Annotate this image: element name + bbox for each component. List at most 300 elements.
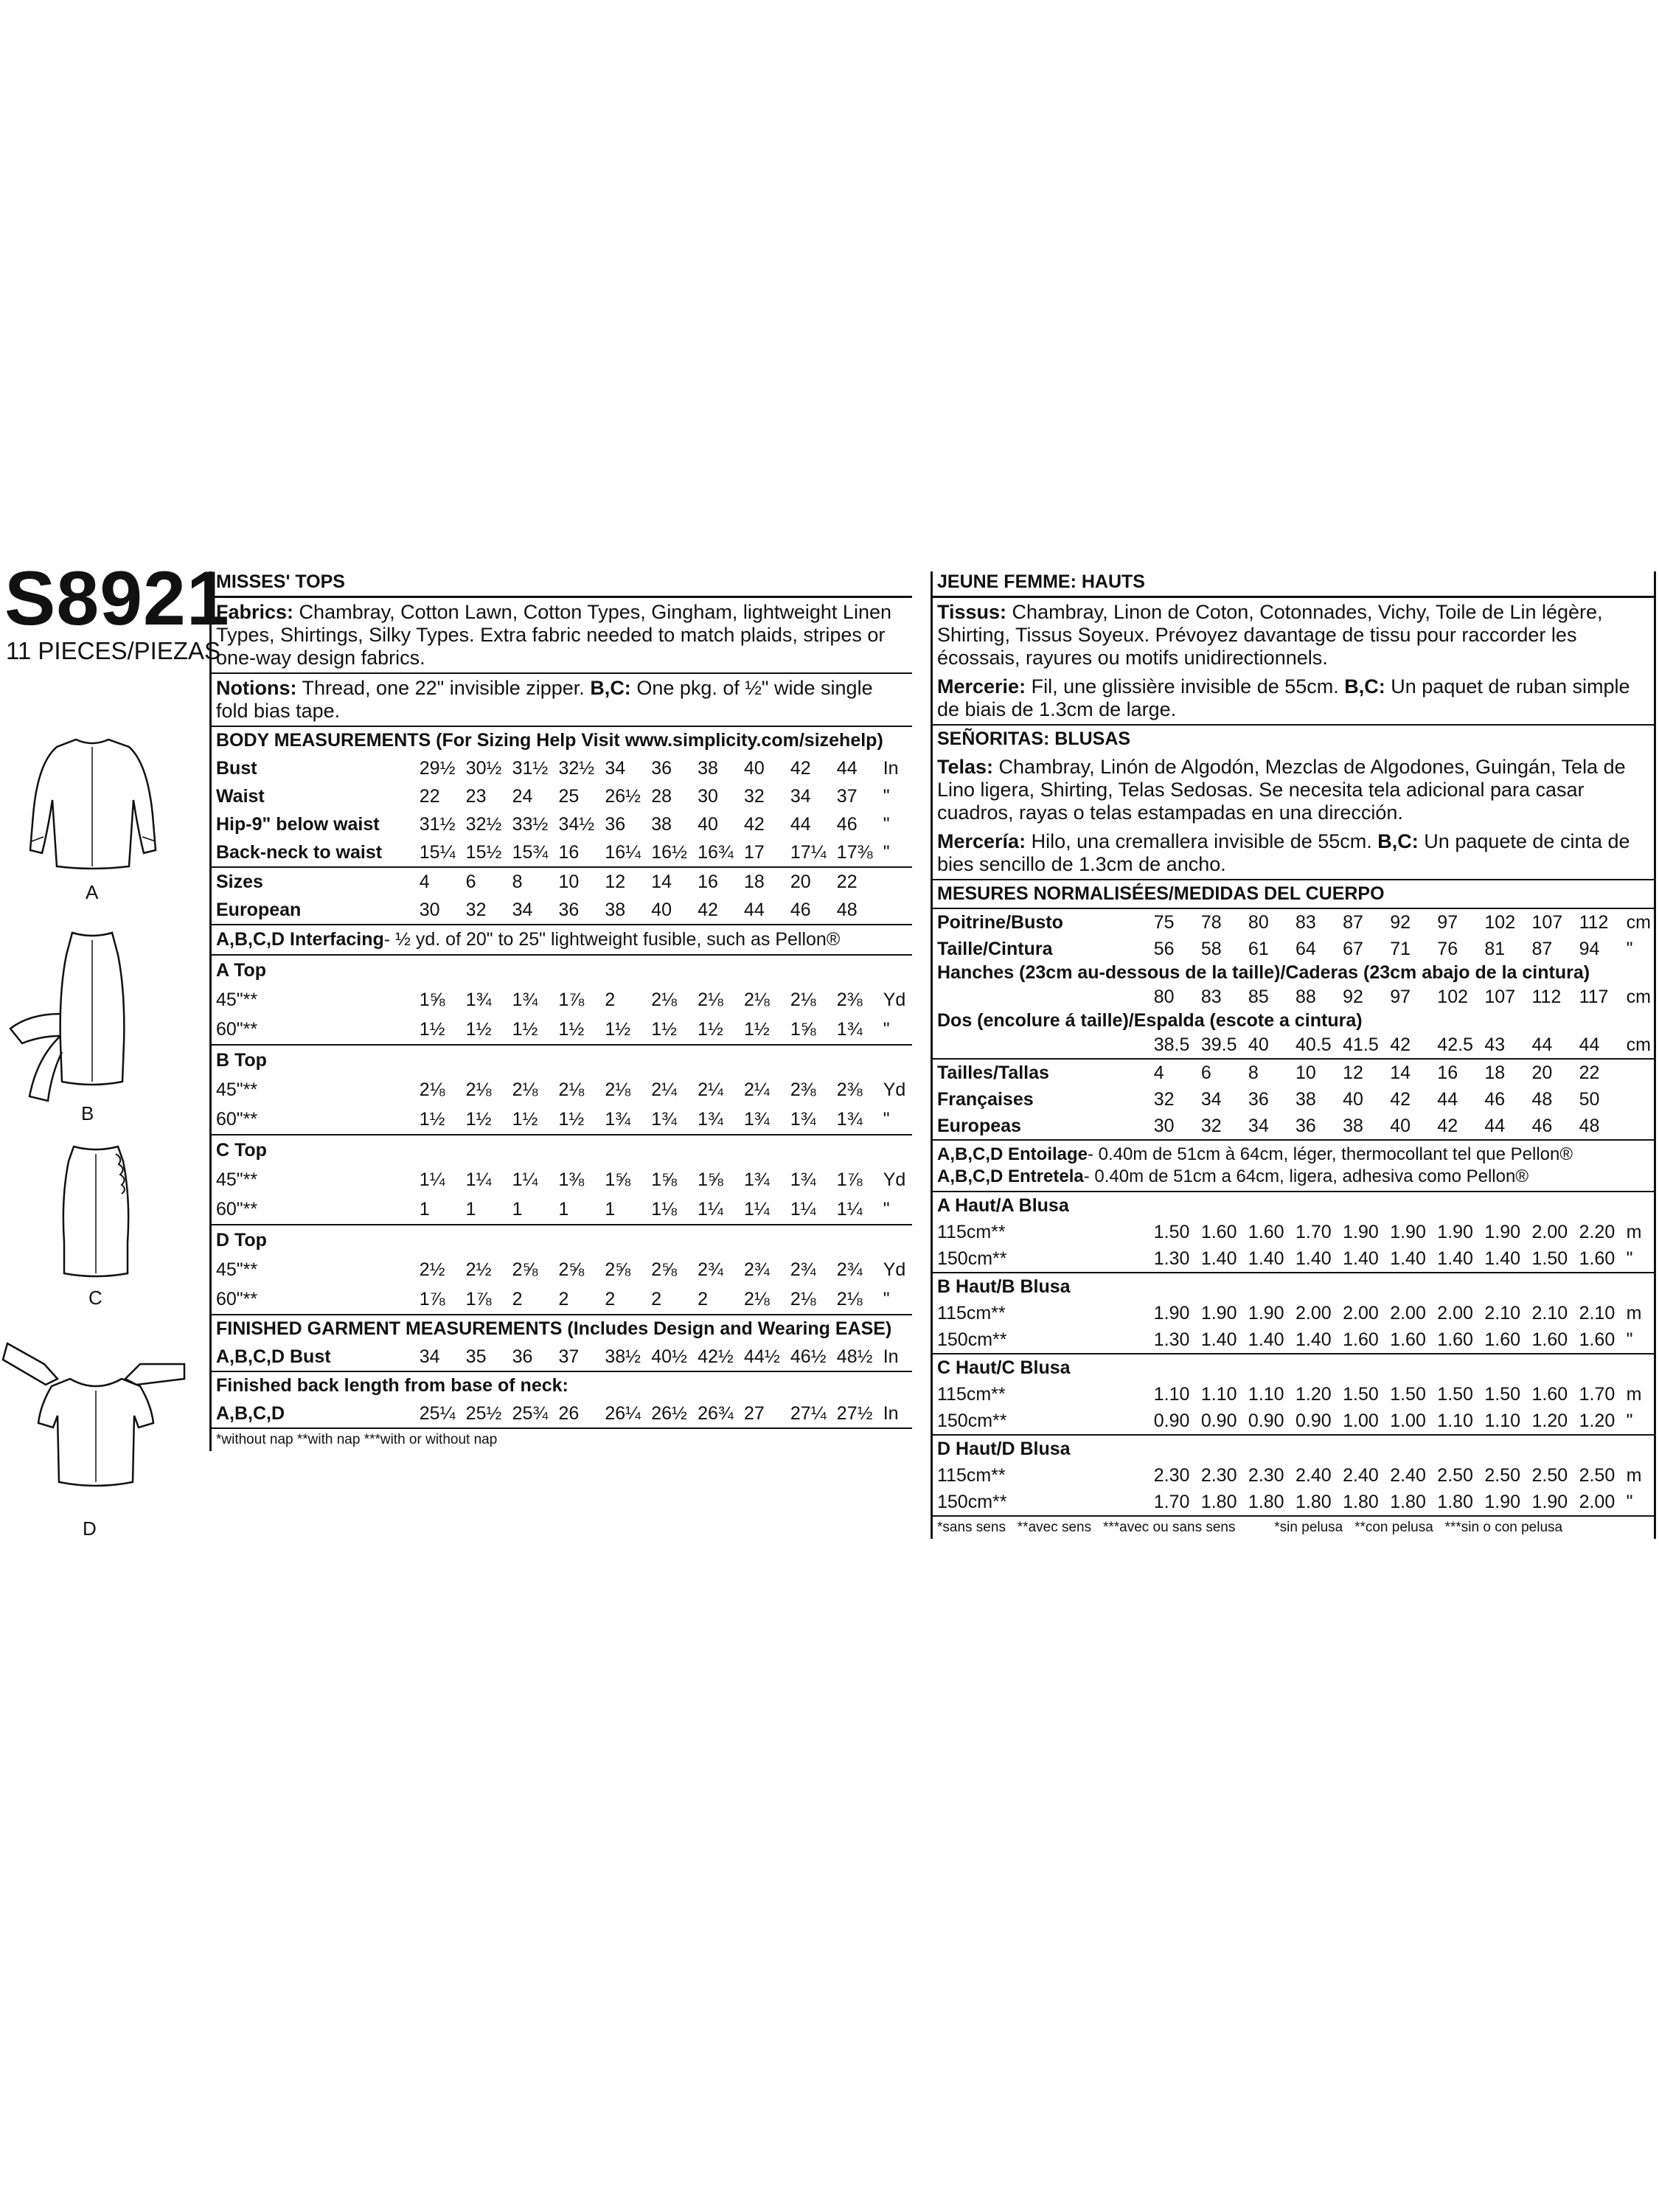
- footnote-fr: *sans sens **avec sens ***avec ou sans sens *sin pelusa **con pelusa ***sin o con pelusa: [937, 1520, 1563, 1535]
- value-cell: 1.60: [1483, 1326, 1530, 1354]
- value-cell: 48: [1531, 1088, 1553, 1110]
- value-cell: 1: [557, 1194, 603, 1225]
- value-cell: 1.60: [1578, 1245, 1625, 1273]
- unit-cell: [1625, 1086, 1654, 1113]
- body-measurements-table-fr: [933, 909, 1654, 962]
- value-cell: 1⅛: [650, 1194, 696, 1225]
- value-cell: 2.20: [1579, 1221, 1615, 1242]
- yardage-section-fr: [933, 1192, 1654, 1517]
- value-cell: 1⅞: [836, 1169, 863, 1190]
- value-cell: 16: [557, 838, 603, 867]
- value-cell: 12: [605, 871, 626, 892]
- table-row: [933, 984, 1654, 1010]
- value-cell: 1¾: [789, 1105, 835, 1135]
- value-cell: 88: [1295, 986, 1316, 1007]
- row-label: 60"**: [212, 1105, 418, 1135]
- value-cell: 1.80: [1294, 1489, 1341, 1516]
- value-cell: 32: [744, 785, 765, 807]
- dos-label: Dos (encolure á taille)/Espalda (escote a cintura): [937, 1010, 1363, 1031]
- unit-cell: cm: [1625, 1032, 1654, 1059]
- row-label: Bust: [216, 757, 257, 779]
- table-row: [933, 1326, 1654, 1354]
- merceria-bc: B,C:: [1377, 830, 1419, 852]
- row-label: 60"**: [212, 1194, 418, 1225]
- value-cell: 50: [1579, 1088, 1600, 1110]
- value-cell: 1⅝: [419, 989, 445, 1010]
- value-cell: 87: [1343, 911, 1363, 933]
- unit-cell: Yd: [883, 1169, 906, 1190]
- value-cell: 27¼: [789, 1399, 835, 1428]
- yardage-table-fr: [933, 1436, 1654, 1517]
- value-cell: 38: [698, 757, 718, 779]
- row-label: Hip-9" below waist: [216, 813, 380, 835]
- value-cell: 1¾: [835, 1015, 882, 1045]
- value-cell: 1.40: [1341, 1245, 1388, 1273]
- value-cell: 44: [1530, 1032, 1577, 1059]
- blouse-a-icon: [18, 726, 166, 888]
- table-row: [212, 1165, 912, 1194]
- value-cell: 80: [1153, 986, 1175, 1007]
- value-cell: 81: [1484, 938, 1506, 959]
- body-measurements-table: [212, 754, 912, 868]
- value-cell: 92: [1390, 911, 1411, 933]
- unit-cell: m: [1626, 1302, 1642, 1324]
- value-cell: 1.90: [1483, 1489, 1530, 1516]
- value-cell: 39.5: [1200, 1032, 1247, 1059]
- value-cell: 24: [512, 785, 533, 807]
- value-cell: 71: [1390, 938, 1411, 959]
- unit-cell: Yd: [883, 1079, 906, 1100]
- value-cell: 36: [605, 813, 626, 835]
- value-cell: 15½: [465, 838, 511, 867]
- table-row: [933, 1113, 1654, 1140]
- yardage-title-row: [212, 956, 912, 985]
- value-cell: 1.90: [1390, 1221, 1426, 1242]
- value-cell: 2¼: [651, 1079, 677, 1100]
- value-cell: 2⅜: [836, 989, 863, 1010]
- value-cell: 1.90: [1343, 1221, 1379, 1242]
- value-cell: 36: [651, 757, 672, 779]
- value-cell: 46: [836, 813, 858, 835]
- value-cell: 1.70: [1295, 1221, 1332, 1242]
- value-cell: 34½: [558, 813, 595, 835]
- french-spanish-column: [931, 571, 1656, 1539]
- row-label: A,B,C,D: [212, 1399, 418, 1428]
- value-cell: 1.30: [1152, 1245, 1200, 1273]
- section-title-es: SEÑORITAS: BLUSAS: [937, 728, 1131, 749]
- value-cell: 2.40: [1343, 1464, 1379, 1486]
- value-cell: 1.60: [1578, 1326, 1625, 1354]
- value-cell: 2⅝: [605, 1259, 631, 1280]
- value-cell: 87: [1531, 938, 1553, 959]
- value-cell: 97: [1437, 911, 1458, 933]
- telas-text: Chambray, Linón de Algodón, Mezclas de Algodones, Guingán, Tela de Lino ligera, Shirting, Telas Sedosas. Se necesita tela adicional para casar cuadros, rayas o telas estampadas en una dirección.: [937, 756, 1626, 824]
- value-cell: 1½: [511, 1105, 557, 1135]
- table-row: [212, 1343, 912, 1371]
- value-cell: 30½: [465, 757, 502, 779]
- yardage-title: D Top: [216, 1229, 267, 1251]
- merceria-text-2: Un paquete de cinta de bies sencillo de 1.3cm de ancho.: [937, 830, 1630, 875]
- table-row: [933, 1300, 1654, 1326]
- value-cell: 1.40: [1200, 1245, 1247, 1273]
- value-cell: 1⅝: [698, 1169, 723, 1190]
- fabrics-paragraph: [212, 598, 912, 674]
- value-cell: 1.10: [1200, 1383, 1237, 1405]
- entoilage-lines: [933, 1141, 1654, 1192]
- value-cell: 1.30: [1152, 1326, 1200, 1354]
- view-c-label: C: [88, 1287, 102, 1309]
- unit-cell: ": [1626, 938, 1633, 959]
- top-d-tie-icon: [0, 1335, 192, 1512]
- value-cell: 4: [419, 871, 430, 892]
- value-cell: 1½: [557, 1015, 603, 1045]
- unit-cell: Yd: [883, 1259, 906, 1280]
- value-cell: 1¾: [744, 1169, 770, 1190]
- value-cell: 2.40: [1390, 1464, 1426, 1486]
- value-cell: 44½: [742, 1343, 789, 1371]
- back-length-table: [212, 1399, 912, 1429]
- value-cell: 2¼: [698, 1079, 723, 1100]
- merceria-paragraph: [933, 827, 1654, 880]
- unit-cell: ": [1625, 1245, 1654, 1273]
- value-cell: 2.00: [1295, 1302, 1332, 1324]
- row-label: 115cm**: [937, 1221, 1006, 1242]
- value-cell: 2: [650, 1284, 696, 1315]
- value-cell: 1¾: [512, 989, 538, 1010]
- value-cell: 38: [1295, 1088, 1316, 1110]
- value-cell: 4: [1153, 1062, 1164, 1083]
- row-label: Poitrine/Busto: [937, 911, 1063, 933]
- unit-cell: ": [882, 1194, 912, 1225]
- row-label: 45"**: [216, 989, 258, 1010]
- value-cell: 30: [698, 785, 718, 807]
- value-cell: 12: [1343, 1062, 1363, 1083]
- value-cell: 1.60: [1388, 1326, 1436, 1354]
- entoilage-text: - 0.40m de 51cm à 64cm, léger, thermocollant tel que Pellon®: [1088, 1144, 1573, 1164]
- value-cell: 37: [557, 1343, 603, 1371]
- value-cell: 48: [1578, 1113, 1625, 1140]
- row-label: 150cm**: [933, 1408, 1152, 1435]
- interfacing-label: A,B,C,D Interfacing: [216, 929, 384, 950]
- value-cell: 2.00: [1343, 1302, 1379, 1324]
- value-cell: 42: [1436, 1113, 1483, 1140]
- yardage-title-row: [933, 1273, 1654, 1300]
- value-cell: 1.40: [1294, 1326, 1341, 1354]
- value-cell: 2⅛: [742, 1284, 789, 1315]
- value-cell: 1.40: [1294, 1245, 1341, 1273]
- row-label: 150cm**: [933, 1245, 1152, 1273]
- body-measurements-header: BODY MEASUREMENTS (For Sizing Help Visit www.simplicity.com/sizehelp): [216, 730, 883, 751]
- value-cell: 2⅝: [651, 1259, 677, 1280]
- row-label: 115cm**: [937, 1464, 1006, 1486]
- table-row: [933, 1408, 1654, 1435]
- value-cell: 1.20: [1578, 1408, 1625, 1435]
- value-cell: 1.70: [1152, 1489, 1200, 1516]
- value-cell: 1.40: [1388, 1245, 1436, 1273]
- value-cell: 107: [1531, 911, 1563, 933]
- yardage-title-row: [212, 1135, 912, 1165]
- fabrics-label: Fabrics:: [216, 601, 294, 623]
- value-cell: 8: [512, 871, 523, 892]
- yardage-section: [212, 956, 912, 1315]
- table-row: [212, 1075, 912, 1105]
- unit-cell: ": [882, 838, 912, 867]
- table-row: [212, 985, 912, 1015]
- table-row: [212, 782, 912, 810]
- value-cell: 26½: [605, 785, 641, 807]
- unit-cell: In: [882, 1399, 912, 1428]
- footnote: *without nap **with nap ***with or without nap: [216, 1432, 498, 1447]
- value-cell: 14: [651, 871, 672, 892]
- row-label: 45"**: [216, 1259, 258, 1280]
- yardage-title: B Top: [216, 1049, 267, 1071]
- tissus-label: Tissus:: [937, 601, 1007, 623]
- value-cell: 34: [1247, 1113, 1294, 1140]
- value-cell: 2.40: [1295, 1464, 1332, 1486]
- value-cell: 1.20: [1295, 1383, 1332, 1405]
- value-cell: 2⅜: [836, 1079, 863, 1100]
- view-a-label: A: [86, 881, 99, 903]
- hanches-table: [933, 984, 1654, 1010]
- value-cell: 2.00: [1578, 1489, 1625, 1516]
- entretela-label: A,B,C,D Entretela: [937, 1166, 1084, 1186]
- value-cell: 0.90: [1247, 1408, 1294, 1435]
- value-cell: 1½: [650, 1015, 696, 1045]
- value-cell: 2.50: [1484, 1464, 1521, 1486]
- value-cell: 25¼: [418, 1399, 465, 1428]
- row-label: 60"**: [212, 1284, 418, 1315]
- value-cell: 2⅛: [605, 1079, 631, 1100]
- value-cell: 1¾: [650, 1105, 696, 1135]
- value-cell: 40: [744, 757, 765, 779]
- english-column: [209, 571, 912, 1451]
- value-cell: 1.90: [1248, 1302, 1284, 1324]
- yardage-title-row: [933, 1436, 1654, 1462]
- value-cell: 1.50: [1343, 1383, 1379, 1405]
- merceria-text: Hilo, una cremallera invisible de 55cm.: [1026, 830, 1378, 852]
- section-title: MISSES' TOPS: [212, 571, 912, 598]
- value-cell: 41.5: [1341, 1032, 1388, 1059]
- section-title-fr: JEUNE FEMME: HAUTS: [933, 571, 1654, 598]
- value-cell: 1.10: [1153, 1383, 1190, 1405]
- value-cell: 30: [418, 896, 465, 925]
- notions-text-2: One pkg. of ½" wide single fold bias tape.: [216, 677, 873, 722]
- value-cell: 2⅛: [835, 1284, 882, 1315]
- value-cell: 76: [1437, 938, 1458, 959]
- table-row: [212, 1255, 912, 1284]
- value-cell: 1½: [465, 1105, 511, 1135]
- value-cell: 2: [605, 989, 616, 1010]
- value-cell: 29½: [419, 757, 456, 779]
- row-label: 45"**: [216, 1169, 258, 1190]
- value-cell: 26¼: [603, 1399, 650, 1428]
- value-cell: 1.10: [1248, 1383, 1284, 1405]
- top-c-ruffle-icon: [33, 1139, 159, 1287]
- value-cell: 112: [1531, 986, 1562, 1007]
- value-cell: 16¾: [696, 838, 742, 867]
- value-cell: 20: [790, 871, 811, 892]
- row-label: A,B,C,D Bust: [212, 1343, 418, 1371]
- value-cell: 6: [1200, 1062, 1211, 1083]
- entoilage-line: [937, 1144, 1649, 1166]
- value-cell: 46½: [789, 1343, 835, 1371]
- value-cell: 26: [557, 1399, 603, 1428]
- dos-table: [933, 1032, 1654, 1060]
- value-cell: 2.10: [1579, 1302, 1615, 1324]
- value-cell: 36: [557, 896, 603, 925]
- value-cell: 1¼: [835, 1194, 882, 1225]
- value-cell: 0.90: [1294, 1408, 1341, 1435]
- row-label: 115cm**: [937, 1302, 1006, 1324]
- value-cell: 2⅛: [698, 989, 723, 1010]
- table-row: [212, 1284, 912, 1315]
- value-cell: 2.00: [1437, 1302, 1473, 1324]
- value-cell: 67: [1343, 938, 1363, 959]
- unit-cell: cm: [1626, 911, 1651, 933]
- unit-cell: m: [1626, 1221, 1642, 1242]
- value-cell: 34: [511, 896, 557, 925]
- value-cell: 1¾: [696, 1105, 742, 1135]
- value-cell: 38½: [603, 1343, 650, 1371]
- pattern-number: S8921: [4, 556, 230, 641]
- view-c-drawing: [33, 1139, 181, 1309]
- unit-cell: ": [882, 1105, 912, 1135]
- body-measurements-header-fr: MESURES NORMALISÉES/MEDIDAS DEL CUERPO: [933, 880, 1654, 909]
- value-cell: 1.90: [1484, 1221, 1521, 1242]
- value-cell: 10: [558, 871, 580, 892]
- value-cell: 34: [418, 1343, 465, 1371]
- unit-cell: cm: [1626, 986, 1651, 1007]
- value-cell: 2¾: [698, 1259, 723, 1280]
- value-cell: 46: [1530, 1113, 1577, 1140]
- value-cell: 34: [1200, 1088, 1222, 1110]
- value-cell: 20: [1531, 1062, 1553, 1083]
- value-cell: 2: [696, 1284, 742, 1315]
- value-cell: 2¾: [836, 1259, 863, 1280]
- value-cell: 1⅞: [558, 989, 585, 1010]
- value-cell: 1½: [465, 1015, 511, 1045]
- unit-cell: [1625, 1060, 1654, 1086]
- table-row: [212, 1194, 912, 1225]
- value-cell: 34: [605, 757, 626, 779]
- view-a-drawing: [18, 726, 166, 903]
- table-row: [933, 1381, 1654, 1408]
- tissus-text: Chambray, Linon de Coton, Cotonnades, Vichy, Toile de Lin légère, Shirting, Tissus Soyeux. Prévoyez davantage de tissu pour raccorder les écossais, rayures ou motifs unidirectionnels.: [937, 601, 1603, 669]
- value-cell: 1⅜: [558, 1169, 585, 1190]
- value-cell: 44: [1483, 1113, 1530, 1140]
- sizes-table-fr: [933, 1060, 1654, 1141]
- unit-cell: ": [882, 1015, 912, 1045]
- row-label: 60"**: [212, 1015, 418, 1045]
- yardage-table: [212, 956, 912, 1046]
- yardage-table: [212, 1135, 912, 1225]
- unit-cell: ": [883, 785, 890, 807]
- value-cell: 1.60: [1530, 1326, 1577, 1354]
- value-cell: 1.80: [1436, 1489, 1483, 1516]
- value-cell: 1.80: [1200, 1489, 1247, 1516]
- value-cell: 1.40: [1483, 1245, 1530, 1273]
- value-cell: 1.40: [1200, 1326, 1247, 1354]
- value-cell: 2.30: [1200, 1464, 1237, 1486]
- table-row: [212, 896, 912, 925]
- value-cell: 2⅛: [558, 1079, 585, 1100]
- value-cell: 2⅛: [465, 1079, 492, 1100]
- finished-bust-table: [212, 1343, 912, 1372]
- value-cell: 1.50: [1530, 1245, 1577, 1273]
- value-cell: 1: [511, 1194, 557, 1225]
- value-cell: 2.00: [1531, 1221, 1568, 1242]
- value-cell: 112: [1579, 911, 1609, 933]
- yardage-table-fr: [933, 1354, 1654, 1436]
- value-cell: 117: [1579, 986, 1609, 1007]
- value-cell: 40: [1247, 1032, 1294, 1059]
- row-label: Waist: [216, 785, 265, 807]
- value-cell: 44: [1437, 1088, 1458, 1110]
- view-b-label: B: [81, 1102, 94, 1124]
- value-cell: 2: [557, 1284, 603, 1315]
- value-cell: 16¼: [603, 838, 650, 867]
- value-cell: 2.50: [1531, 1464, 1568, 1486]
- yardage-table-fr: [933, 1192, 1654, 1273]
- notions-paragraph: [212, 674, 912, 727]
- value-cell: 40: [1388, 1113, 1436, 1140]
- value-cell: 2.00: [1390, 1302, 1426, 1324]
- yardage-title-row: [933, 1192, 1654, 1219]
- value-cell: 48: [835, 896, 882, 925]
- value-cell: 1.90: [1153, 1302, 1190, 1324]
- value-cell: 15¼: [418, 838, 465, 867]
- yardage-title: C Haut/C Blusa: [937, 1357, 1071, 1378]
- yardage-title: B Haut/B Blusa: [937, 1276, 1071, 1297]
- value-cell: 44: [836, 757, 858, 779]
- tissus-paragraph: [933, 598, 1654, 672]
- yardage-title: D Haut/D Blusa: [937, 1438, 1071, 1459]
- value-cell: 42: [744, 813, 765, 835]
- value-cell: 2: [603, 1284, 650, 1315]
- value-cell: 17: [742, 838, 789, 867]
- value-cell: 1¾: [742, 1105, 789, 1135]
- mercerie-text-2: Un paquet de ruban simple de biais de 1.3cm de large.: [937, 675, 1630, 720]
- table-row: [212, 868, 912, 896]
- value-cell: 97: [1390, 986, 1411, 1007]
- sizes-table: [212, 868, 912, 925]
- table-row: [212, 810, 912, 838]
- row-label: [933, 1032, 1152, 1059]
- merceria-label: Mercería:: [937, 830, 1026, 852]
- value-cell: 16: [1437, 1062, 1458, 1083]
- mercerie-paragraph: [933, 672, 1654, 726]
- value-cell: 1.10: [1436, 1408, 1483, 1435]
- notions-label: Notions:: [216, 677, 297, 699]
- value-cell: 48½: [835, 1343, 882, 1371]
- row-label: Europeas: [933, 1113, 1152, 1140]
- value-cell: 25¾: [511, 1399, 557, 1428]
- row-label: Françaises: [937, 1088, 1034, 1110]
- value-cell: 26½: [650, 1399, 696, 1428]
- value-cell: 2: [511, 1284, 557, 1315]
- value-cell: 1¼: [789, 1194, 835, 1225]
- value-cell: 1½: [418, 1105, 465, 1135]
- value-cell: 2.50: [1579, 1464, 1615, 1486]
- table-row: [212, 1105, 912, 1135]
- value-cell: 44: [742, 896, 789, 925]
- value-cell: 1½: [742, 1015, 789, 1045]
- value-cell: 8: [1248, 1062, 1259, 1083]
- value-cell: 2.30: [1153, 1464, 1190, 1486]
- unit-cell: ": [1625, 1408, 1654, 1435]
- value-cell: 1.60: [1248, 1221, 1284, 1242]
- value-cell: 102: [1484, 911, 1516, 933]
